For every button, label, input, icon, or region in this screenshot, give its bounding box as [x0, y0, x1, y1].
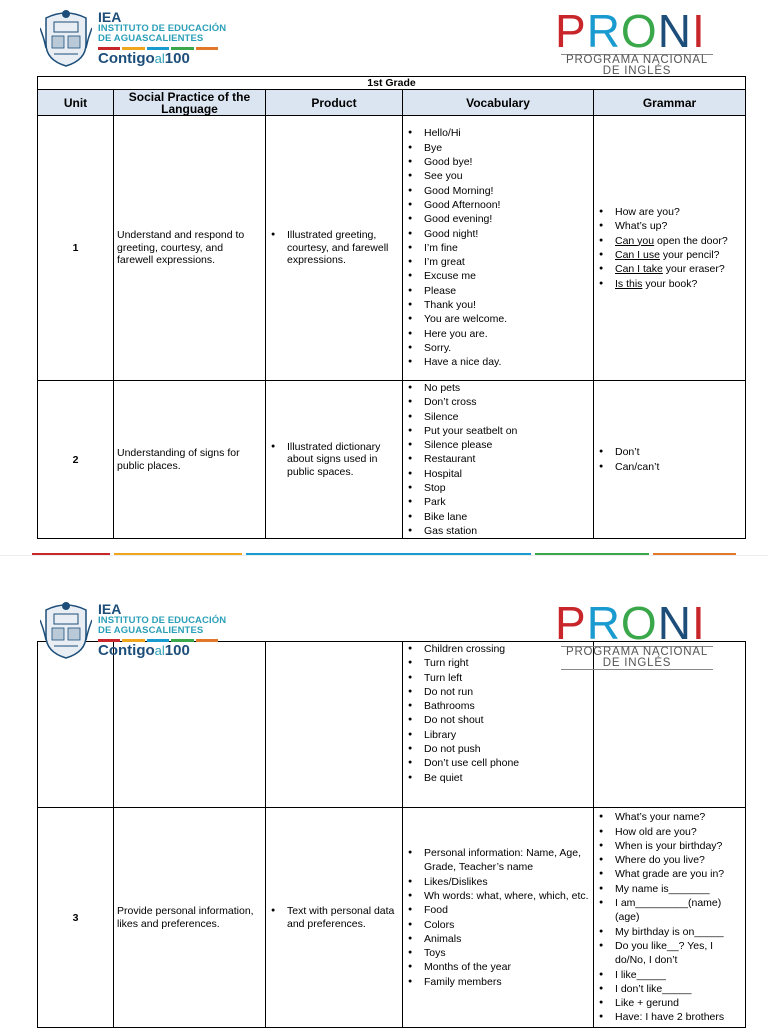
- proni-line-1: PROGRAMA NACIONAL: [565, 646, 709, 658]
- product-item: ● Text with personal data and preferences.: [287, 905, 399, 930]
- unit-number: 2: [38, 381, 114, 539]
- vocab-item: ● Toys: [424, 946, 590, 960]
- vocab-item: ● Good evening!: [424, 212, 590, 226]
- table-row: [38, 116, 746, 381]
- iea-title: IEA: [98, 601, 122, 617]
- vocab-item: ● Bike lane: [424, 510, 590, 524]
- header-social-practice: Social Practice of the Language: [114, 90, 266, 116]
- grammar-item: ● What’s your name?: [615, 810, 742, 824]
- vocab-item: ● Colors: [424, 918, 590, 932]
- vocab-item: ● Thank you!: [424, 298, 590, 312]
- grammar-item: ● Have: I have 2 brothers: [615, 1010, 742, 1024]
- grammar-cell: [594, 808, 746, 1028]
- grammar-item: ● I am_________(name) (age): [615, 896, 742, 925]
- vocab-item: ● No pets: [424, 381, 590, 395]
- social-practice: Understand and respond to greeting, courtesy, and farewell expressions.: [114, 116, 266, 381]
- vocab-item: ● Turn right: [424, 656, 590, 670]
- grammar-item: ● Don’t: [615, 445, 742, 459]
- grade-heading: 1st Grade: [38, 77, 746, 90]
- vocab-item: ● Family members: [424, 975, 590, 989]
- vocab-item: ● See you: [424, 169, 590, 183]
- vocab-item: ● Don’t use cell phone: [424, 756, 590, 770]
- vocab-item: ● Good bye!: [424, 155, 590, 169]
- iea-line-1: INSTITUTO DE EDUCACIÓN: [98, 615, 227, 626]
- product-item: ● Illustrated greeting, courtesy, and farewell expressions.: [287, 229, 399, 267]
- grammar-item: ● Can/can’t: [615, 460, 742, 474]
- grammar-item: ● I like_____: [615, 968, 742, 982]
- product-cell: [266, 808, 403, 1028]
- iea-line-2: DE AGUASCALIENTES: [98, 33, 204, 44]
- vocabulary-cell: [403, 116, 594, 381]
- vocab-item: ● Months of the year: [424, 960, 590, 974]
- grammar-item: ● My birthday is on_____: [615, 925, 742, 939]
- vocab-item: ● Children crossing: [424, 642, 590, 656]
- product-cell: [266, 381, 403, 539]
- grammar-item: ● What’s up?: [615, 219, 742, 233]
- vocab-item: ● Silence: [424, 410, 590, 424]
- grammar-item: ● I don’t like_____: [615, 982, 742, 996]
- vocab-item: ● Animals: [424, 932, 590, 946]
- vocab-item: ● Do not shout: [424, 713, 590, 727]
- vocab-item: ● Park: [424, 495, 590, 509]
- grammar-item: ● Where do you live?: [615, 853, 742, 867]
- vocab-item: ● Here you are.: [424, 327, 590, 341]
- vocab-item: ● Personal information: Name, Age, Grade, Teacher’s name: [424, 846, 590, 875]
- vocab-item: ● Good Morning!: [424, 184, 590, 198]
- contigo-al-100: Contigoal100: [98, 642, 190, 659]
- iea-line-2: DE AGUASCALIENTES: [98, 625, 204, 636]
- grammar-item: ● How old are you?: [615, 825, 742, 839]
- vocab-item: ● Library: [424, 728, 590, 742]
- vocab-item: ● Do not run: [424, 685, 590, 699]
- vocabulary-cell: [403, 808, 594, 1028]
- product-cell: [266, 116, 403, 381]
- proni-line-1: PROGRAMA NACIONAL: [565, 54, 709, 66]
- vocab-item: ● Have a nice day.: [424, 355, 590, 369]
- grammar-cell: [594, 381, 746, 539]
- vocab-item: ● You are welcome.: [424, 312, 590, 326]
- proni-line-2: DE INGLÉS: [602, 657, 672, 669]
- page-2: [0, 555, 768, 1025]
- vocab-item: ● Stop: [424, 481, 590, 495]
- grammar-item: ● How are you?: [615, 205, 742, 219]
- vocab-item: ● Wh words: what, where, which, etc.: [424, 889, 590, 903]
- table-row: [38, 381, 746, 539]
- vocab-item: ● Good night!: [424, 227, 590, 241]
- vocab-item: ● Be quiet: [424, 771, 590, 785]
- vocab-item: ● Turn left: [424, 671, 590, 685]
- vocab-item: ● Silence please: [424, 438, 590, 452]
- proni-line-2: DE INGLÉS: [602, 65, 672, 77]
- vocab-item: ● Bathrooms: [424, 699, 590, 713]
- social-practice: Provide personal information, likes and preferences.: [114, 808, 266, 1028]
- grammar-cell: [594, 116, 746, 381]
- vocab-item: ● I’m fine: [424, 241, 590, 255]
- vocabulary-cell: [403, 381, 594, 539]
- proni-logo: [555, 597, 720, 669]
- vocab-item: ● Likes/Dislikes: [424, 875, 590, 889]
- table-row: [38, 808, 746, 1028]
- grammar-item: ● What grade are you in?: [615, 867, 742, 881]
- grammar-item: ● Can you open the door?: [615, 234, 742, 248]
- vocab-item: ● Food: [424, 903, 590, 917]
- vocab-item: ● Please: [424, 284, 590, 298]
- vocab-item: ● Good Afternoon!: [424, 198, 590, 212]
- proni-wordmark: PRONI: [555, 5, 706, 57]
- vocab-item: ● Restaurant: [424, 452, 590, 466]
- coat-of-arms-icon: [40, 8, 92, 68]
- grammar-item: ● My name is_______: [615, 882, 742, 896]
- vocab-item: ● Put your seatbelt on: [424, 424, 590, 438]
- unit-number: 1: [38, 116, 114, 381]
- header-product: Product: [266, 90, 403, 116]
- unit-number: 3: [38, 808, 114, 1028]
- vocab-item: ● Sorry.: [424, 341, 590, 355]
- header-vocabulary: Vocabulary: [403, 90, 594, 116]
- grammar-item: ● Like + gerund: [615, 996, 742, 1010]
- grammar-item: ● Can I take your eraser?: [615, 262, 742, 276]
- grammar-item: ● Is this your book?: [615, 277, 742, 291]
- proni-logo: [555, 5, 720, 77]
- grammar-item: ● Can I use your pencil?: [615, 248, 742, 262]
- vocab-item: ● Don’t cross: [424, 395, 590, 409]
- vocab-item: ● Gas station: [424, 524, 590, 538]
- header-grammar: Grammar: [594, 90, 746, 116]
- grammar-item: ● When is your birthday?: [615, 839, 742, 853]
- vocab-item: ● Bye: [424, 141, 590, 155]
- proni-wordmark: PRONI: [555, 597, 706, 649]
- social-practice: Understanding of signs for public places.: [114, 381, 266, 539]
- curriculum-table: [37, 76, 746, 539]
- vocab-item: ● Do not push: [424, 742, 590, 756]
- iea-line-1: INSTITUTO DE EDUCACIÓN: [98, 23, 227, 34]
- vocab-item: ● Hospital: [424, 467, 590, 481]
- vocab-item: ● Excuse me: [424, 269, 590, 283]
- vocab-item: ● I’m great: [424, 255, 590, 269]
- grammar-item: ● Do you like__? Yes, I do/No, I don’t: [615, 939, 742, 968]
- vocab-item: ● Hello/Hi: [424, 126, 590, 140]
- contigo-al-100: Contigoal100: [98, 50, 190, 67]
- header-unit: Unit: [38, 90, 114, 116]
- coat-of-arms-icon: [40, 600, 92, 660]
- product-item: ● Illustrated dictionary about signs used in public spaces.: [287, 441, 399, 479]
- curriculum-table-continued: [37, 641, 746, 1028]
- iea-title: IEA: [98, 9, 122, 25]
